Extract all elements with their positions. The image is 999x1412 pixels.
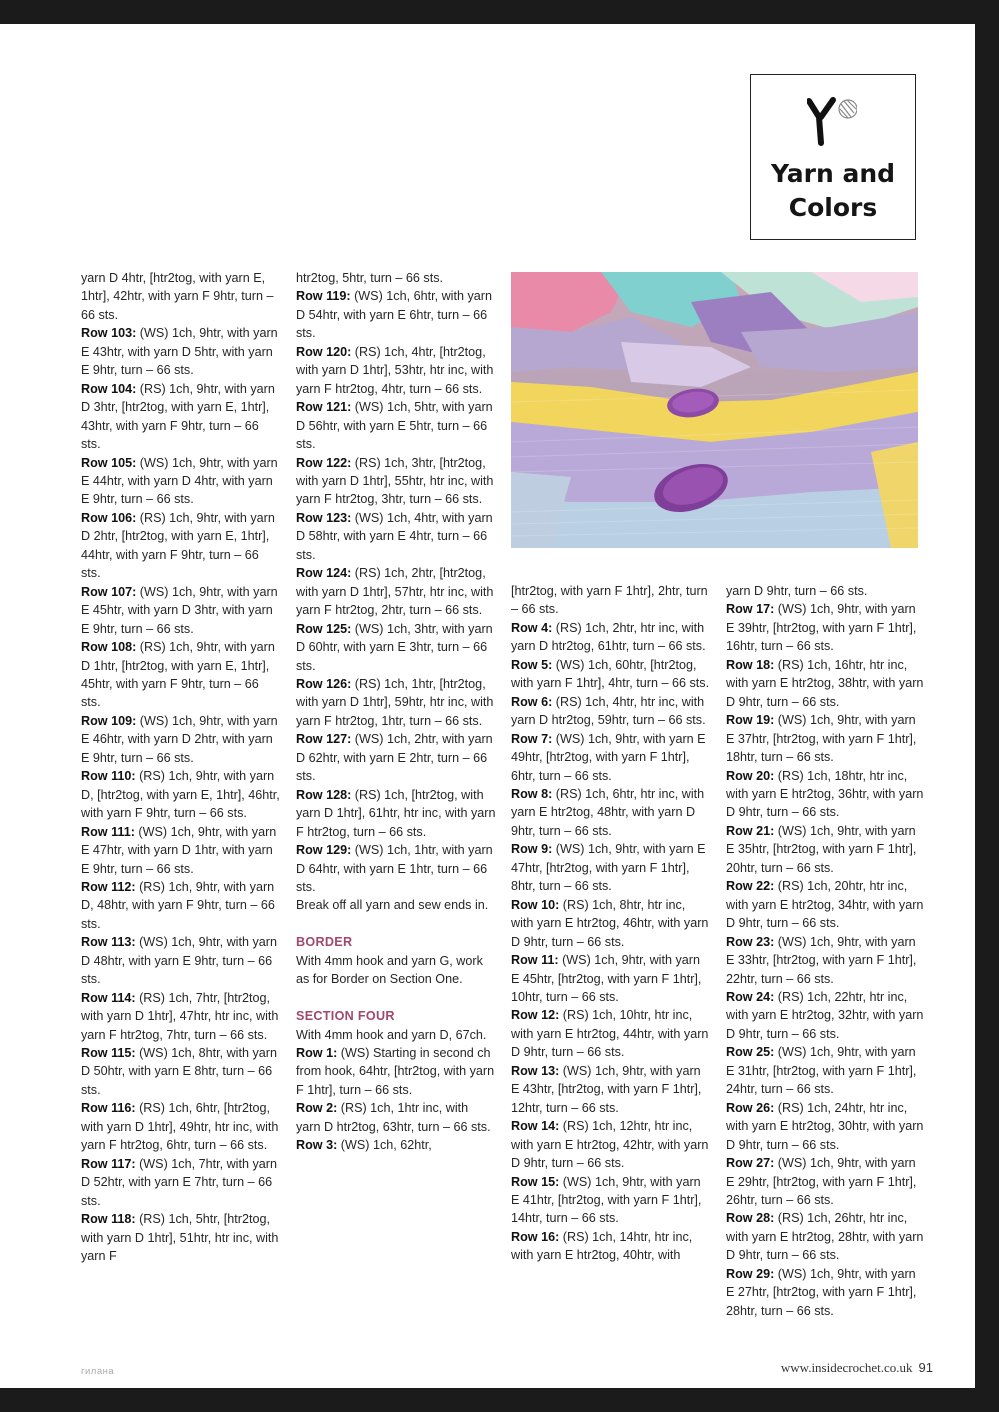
row-instructions: (RS) 1ch, 9htr, with yarn D 2htr, [htr2tog, with yarn E, 1htr], 44htr, with yarn F 9htr, turn – 66 sts. bbox=[81, 510, 275, 581]
row-label: Row 116: bbox=[81, 1101, 136, 1116]
row-instructions: (WS) 1ch, 5htr, with yarn D 56htr, with yarn E 5htr, turn – 66 sts. bbox=[296, 400, 493, 452]
pattern-row bbox=[296, 454, 496, 509]
row-label: Row 9: bbox=[511, 842, 553, 857]
pattern-row bbox=[81, 638, 281, 712]
row-label: Row 107: bbox=[81, 584, 137, 599]
pattern-row bbox=[81, 509, 281, 583]
row-instructions: (WS) 1ch, 2htr, with yarn D 62htr, with yarn E 2htr, turn – 66 sts. bbox=[296, 732, 493, 784]
row-label: Row 129: bbox=[296, 843, 352, 858]
pattern-row bbox=[81, 933, 281, 988]
row-instructions: (RS) 1ch, 6htr, [htr2tog, with yarn D 1htr], 49htr, htr inc, with yarn F htr2tog, 6htr, turn – 66 sts. bbox=[81, 1101, 279, 1153]
pattern-row bbox=[511, 693, 711, 730]
row-instructions: Break off all yarn and sew ends in. bbox=[296, 898, 489, 913]
pattern-row bbox=[511, 785, 711, 840]
row-instructions: (WS) 1ch, 9htr, with yarn E 31htr, [htr2tog, with yarn F 1htr], 24htr, turn – 66 sts. bbox=[726, 1045, 917, 1097]
row-label: Row 125: bbox=[296, 621, 352, 636]
row-label: Row 110: bbox=[81, 769, 136, 784]
row-instructions: (RS) 1ch, 9htr, with yarn D, 48htr, with yarn F 9htr, turn – 66 sts. bbox=[81, 879, 275, 931]
crochet-blanket-photo bbox=[511, 272, 918, 548]
row-label: Row 121: bbox=[296, 400, 352, 415]
row-label: Row 114: bbox=[81, 990, 136, 1005]
row-instructions: (WS) 1ch, 9htr, with yarn E 45htr, with yarn D 3htr, with yarn E 9htr, turn – 66 sts. bbox=[81, 584, 278, 636]
row-instructions: (RS) 1ch, [htr2tog, with yarn D 1htr], 61htr, htr inc, with yarn F htr2tog, turn – 66 sts. bbox=[296, 787, 496, 839]
row-label: Row 12: bbox=[511, 1008, 560, 1023]
pattern-row bbox=[726, 822, 926, 877]
pattern-row bbox=[296, 675, 496, 730]
row-label: Row 105: bbox=[81, 455, 137, 470]
row-instructions: (RS) 1ch, 2htr, htr inc, with yarn D htr2tog, 61htr, turn – 66 sts. bbox=[511, 620, 706, 654]
row-label: Row 8: bbox=[511, 786, 553, 801]
row-instructions: (WS) 1ch, 9htr, with yarn E 47htr, with yarn D 1htr, with yarn E 9htr, turn – 66 sts. bbox=[81, 824, 277, 876]
pattern-row bbox=[296, 1044, 496, 1099]
row-label: Row 25: bbox=[726, 1045, 775, 1060]
row-instructions: htr2tog, 5htr, turn – 66 sts. bbox=[296, 271, 444, 285]
row-instructions: (WS) 1ch, 9htr, with yarn E 43htr, with yarn D 5htr, with yarn E 9htr, turn – 66 sts. bbox=[81, 326, 278, 378]
pattern-row bbox=[726, 656, 926, 711]
pattern-row bbox=[726, 1043, 926, 1098]
row-label: Row 120: bbox=[296, 344, 352, 359]
row-instructions: (WS) 1ch, 9htr, with yarn E 41htr, [htr2tog, with yarn F 1htr], 14htr, turn – 66 sts. bbox=[511, 1174, 702, 1226]
row-label: Row 124: bbox=[296, 566, 352, 581]
yarn-ball-icon bbox=[807, 95, 857, 147]
row-instructions: (WS) 1ch, 62htr, bbox=[337, 1138, 432, 1153]
badge-title-line1: Yarn and bbox=[770, 159, 896, 188]
row-instructions: (WS) 1ch, 9htr, with yarn E 44htr, with yarn D 4htr, with yarn E 9htr, turn – 66 sts. bbox=[81, 455, 278, 507]
pattern-row bbox=[296, 1136, 496, 1154]
row-instructions: (RS) 1ch, 4htr, htr inc, with yarn D htr2tog, 59htr, turn – 66 sts. bbox=[511, 694, 706, 728]
row-instructions: (WS) 1ch, 9htr, with yarn E 29htr, [htr2tog, with yarn F 1htr], 26htr, turn – 66 sts. bbox=[726, 1156, 917, 1207]
row-instructions: (WS) 1ch, 9htr, with yarn E 35htr, [htr2tog, with yarn F 1htr], 20htr, turn – 66 sts. bbox=[726, 823, 917, 875]
row-instructions: (RS) 1ch, 6htr, htr inc, with yarn E htr2tog, 48htr, with yarn D 9htr, turn – 66 sts. bbox=[511, 786, 705, 838]
pattern-row bbox=[296, 287, 496, 342]
row-label: Row 111: bbox=[81, 824, 135, 839]
magazine-page bbox=[0, 24, 975, 1388]
row-label: Row 28: bbox=[726, 1211, 775, 1226]
row-instructions: (WS) 1ch, 9htr, with yarn E 45htr, [htr2tog, with yarn F 1htr], 10htr, turn – 66 sts. bbox=[511, 953, 702, 1004]
pattern-row bbox=[511, 1062, 711, 1117]
row-label: Row 16: bbox=[511, 1229, 560, 1244]
row-instructions: yarn D 4htr, [htr2tog, with yarn E, 1htr], 42htr, with yarn F 9htr, turn – 66 sts. bbox=[81, 271, 274, 322]
pattern-row bbox=[511, 730, 711, 785]
pattern-row bbox=[296, 1099, 496, 1136]
pattern-row bbox=[296, 841, 496, 896]
pattern-row bbox=[296, 398, 496, 453]
row-label: Row 1: bbox=[296, 1046, 338, 1060]
page-number: 91 bbox=[918, 1360, 933, 1375]
row-instructions: (RS) 1ch, 4htr, [htr2tog, with yarn D 1htr], 53htr, htr inc, with yarn F htr2tog, 4htr, turn – 66 sts. bbox=[296, 344, 494, 396]
row-label: Row 4: bbox=[511, 620, 553, 635]
row-label: Row 117: bbox=[81, 1156, 136, 1171]
pattern-text bbox=[296, 269, 496, 287]
pattern-row bbox=[726, 1265, 926, 1320]
photo-illustration bbox=[511, 272, 918, 548]
pattern-text bbox=[726, 582, 926, 600]
pattern-row bbox=[296, 786, 496, 841]
row-label: Row 128: bbox=[296, 787, 352, 802]
pattern-row bbox=[81, 1044, 281, 1099]
pattern-row bbox=[81, 989, 281, 1044]
row-instructions: (RS) 1ch, 2htr, [htr2tog, with yarn D 1htr], 57htr, htr inc, with yarn F htr2tog, 2htr, turn – 66 sts. bbox=[296, 566, 494, 618]
row-label: Row 26: bbox=[726, 1100, 775, 1115]
row-label: Row 127: bbox=[296, 732, 352, 747]
pattern-row bbox=[511, 1228, 711, 1265]
pattern-row bbox=[511, 1006, 711, 1061]
pattern-row bbox=[81, 380, 281, 454]
row-instructions: (RS) 1ch, 20htr, htr inc, with yarn E htr2tog, 34htr, with yarn D 9htr, turn – 66 sts. bbox=[726, 879, 924, 931]
row-instructions: (RS) 1ch, 9htr, with yarn D, [htr2tog, with yarn E, 1htr], 46htr, with yarn F 9htr, turn – 66 sts. bbox=[81, 769, 280, 821]
row-label: Row 17: bbox=[726, 602, 775, 617]
section-heading: BORDER bbox=[296, 935, 353, 950]
row-label: Row 11: bbox=[511, 953, 559, 968]
row-instructions: yarn D 9htr, turn – 66 sts. bbox=[726, 584, 868, 598]
row-label: Row 29: bbox=[726, 1266, 775, 1281]
row-instructions: (WS) 1ch, 9htr, with yarn E 27htr, [htr2tog, with yarn F 1htr], 28htr, turn – 66 sts. bbox=[726, 1266, 917, 1318]
row-label: Row 15: bbox=[511, 1174, 560, 1189]
pattern-row bbox=[511, 896, 711, 951]
pattern-row bbox=[726, 877, 926, 932]
row-label: Row 10: bbox=[511, 897, 560, 912]
row-instructions: (RS) 1ch, 10htr, htr inc, with yarn E htr2tog, 44htr, with yarn D 9htr, turn – 66 sts. bbox=[511, 1008, 709, 1060]
row-instructions: (WS) 1ch, 9htr, with yarn E 43htr, [htr2tog, with yarn F 1htr], 12htr, turn – 66 sts. bbox=[511, 1063, 702, 1115]
row-label: Row 21: bbox=[726, 823, 775, 838]
pattern-row bbox=[296, 509, 496, 564]
text-column-4 bbox=[726, 582, 926, 1320]
row-instructions: With 4mm hook and yarn D, 67ch. bbox=[296, 1027, 487, 1042]
row-label: Row 3: bbox=[296, 1138, 338, 1153]
row-instructions: (RS) 1ch, 9htr, with yarn D 1htr, [htr2tog, with yarn E, 1htr], 45htr, with yarn F 9htr, turn – 66 sts. bbox=[81, 640, 275, 710]
row-instructions: (WS) 1ch, 9htr, with yarn E 37htr, [htr2tog, with yarn F 1htr], 18htr, turn – 66 sts. bbox=[726, 713, 917, 765]
section-badge bbox=[750, 74, 916, 240]
row-label: Row 13: bbox=[511, 1063, 560, 1078]
pattern-row bbox=[511, 1173, 711, 1228]
pattern-row bbox=[81, 1099, 281, 1154]
pattern-text bbox=[296, 896, 496, 914]
row-instructions: (WS) 1ch, 6htr, with yarn D 54htr, with yarn E 6htr, turn – 66 sts. bbox=[296, 289, 492, 341]
pattern-row bbox=[726, 933, 926, 988]
row-instructions: (RS) 1ch, 12htr, htr inc, with yarn E htr2tog, 42htr, with yarn D 9htr, turn – 66 sts. bbox=[511, 1119, 709, 1171]
pattern-text bbox=[296, 952, 496, 989]
row-label: Row 2: bbox=[296, 1101, 338, 1116]
row-label: Row 103: bbox=[81, 326, 137, 341]
row-instructions: (RS) 1ch, 1htr inc, with yarn D htr2tog, 63htr, turn – 66 sts. bbox=[296, 1101, 491, 1134]
badge-title-line2: Colors bbox=[788, 193, 878, 222]
pattern-row bbox=[511, 1117, 711, 1172]
pattern-row bbox=[81, 823, 281, 878]
row-instructions: [htr2tog, with yarn F 1htr], 2htr, turn – 66 sts. bbox=[511, 584, 708, 617]
text-column-1 bbox=[81, 269, 281, 1265]
pattern-row bbox=[81, 1155, 281, 1210]
row-label: Row 14: bbox=[511, 1119, 560, 1134]
pattern-row bbox=[726, 1154, 926, 1209]
row-label: Row 23: bbox=[726, 934, 775, 949]
pattern-row bbox=[81, 324, 281, 379]
row-label: Row 24: bbox=[726, 989, 775, 1004]
row-label: Row 7: bbox=[511, 731, 553, 746]
badge-title bbox=[751, 157, 915, 225]
row-label: Row 109: bbox=[81, 713, 137, 728]
row-label: Row 108: bbox=[81, 640, 137, 655]
pattern-row bbox=[726, 1099, 926, 1154]
pattern-row bbox=[511, 951, 711, 1006]
footer-website[interactable]: www.insidecrochet.co.uk bbox=[780, 1360, 913, 1375]
row-label: Row 113: bbox=[81, 935, 136, 950]
row-instructions: (WS) 1ch, 9htr, with yarn E 46htr, with yarn D 2htr, with yarn E 9htr, turn – 66 sts. bbox=[81, 713, 278, 765]
pattern-row bbox=[81, 454, 281, 509]
row-instructions: (RS) 1ch, 1htr, [htr2tog, with yarn D 1htr], 59htr, htr inc, with yarn F htr2tog, 1htr, turn – 66 sts. bbox=[296, 676, 494, 728]
pattern-row bbox=[81, 712, 281, 767]
row-instructions: (RS) 1ch, 7htr, [htr2tog, with yarn D 1htr], 47htr, htr inc, with yarn F htr2tog, 7htr, turn – 66 sts. bbox=[81, 990, 279, 1042]
footer-credit: гилана bbox=[81, 1366, 115, 1377]
row-instructions: (WS) 1ch, 1htr, with yarn D 64htr, with yarn E 1htr, turn – 66 sts. bbox=[296, 843, 493, 894]
pattern-text bbox=[296, 1026, 496, 1044]
row-instructions: (RS) 1ch, 5htr, [htr2tog, with yarn D 1htr], 51htr, htr inc, with yarn F bbox=[81, 1212, 279, 1264]
row-label: Row 123: bbox=[296, 510, 352, 525]
pattern-row bbox=[726, 1209, 926, 1264]
row-instructions: (RS) 1ch, 22htr, htr inc, with yarn E htr2tog, 32htr, with yarn D 9htr, turn – 66 sts. bbox=[726, 989, 924, 1041]
pattern-row bbox=[296, 730, 496, 785]
row-instructions: (WS) 1ch, 9htr, with yarn D 48htr, with yarn E 9htr, turn – 66 sts. bbox=[81, 935, 277, 987]
row-instructions: With 4mm hook and yarn G, work as for Border on Section One. bbox=[296, 953, 483, 987]
row-label: Row 115: bbox=[81, 1046, 136, 1061]
row-instructions: (RS) 1ch, 24htr, htr inc, with yarn E htr2tog, 30htr, with yarn D 9htr, turn – 66 sts. bbox=[726, 1100, 924, 1152]
row-instructions: (WS) 1ch, 9htr, with yarn E 49htr, [htr2tog, with yarn F 1htr], 6htr, turn – 66 sts. bbox=[511, 731, 706, 783]
pattern-row bbox=[726, 600, 926, 655]
row-label: Row 112: bbox=[81, 879, 136, 894]
footer-url bbox=[781, 1360, 933, 1376]
row-instructions: (WS) Starting in second ch from hook, 64htr, [htr2tog, with yarn F 1htr], turn – 66 sts. bbox=[296, 1046, 495, 1097]
row-label: Row 122: bbox=[296, 455, 352, 470]
pattern-row bbox=[511, 619, 711, 656]
row-instructions: (RS) 1ch, 14htr, htr inc, with yarn E htr2tog, 40htr, with bbox=[511, 1229, 693, 1263]
row-label: Row 106: bbox=[81, 510, 137, 525]
row-instructions: (RS) 1ch, 3htr, [htr2tog, with yarn D 1htr], 55htr, htr inc, with yarn F htr2tog, 3htr, turn – 66 sts. bbox=[296, 455, 494, 507]
row-instructions: (WS) 1ch, 9htr, with yarn E 47htr, [htr2tog, with yarn F 1htr], 8htr, turn – 66 sts. bbox=[511, 842, 706, 894]
row-label: Row 104: bbox=[81, 381, 137, 396]
row-label: Row 119: bbox=[296, 289, 351, 304]
text-column-3 bbox=[511, 582, 711, 1265]
row-instructions: (RS) 1ch, 26htr, htr inc, with yarn E htr2tog, 28htr, with yarn D 9htr, turn – 66 sts. bbox=[726, 1211, 924, 1263]
row-instructions: (WS) 1ch, 7htr, with yarn D 52htr, with yarn E 7htr, turn – 66 sts. bbox=[81, 1156, 277, 1208]
row-instructions: (WS) 1ch, 8htr, with yarn D 50htr, with yarn E 8htr, turn – 66 sts. bbox=[81, 1046, 277, 1097]
pattern-row bbox=[81, 767, 281, 822]
row-instructions: (RS) 1ch, 8htr, htr inc, with yarn E htr2tog, 46htr, with yarn D 9htr, turn – 66 sts. bbox=[511, 897, 709, 949]
pattern-row bbox=[726, 767, 926, 822]
pattern-text bbox=[511, 582, 711, 619]
row-label: Row 20: bbox=[726, 768, 775, 783]
row-label: Row 18: bbox=[726, 657, 775, 672]
row-label: Row 5: bbox=[511, 657, 553, 672]
row-instructions: (RS) 1ch, 9htr, with yarn D 3htr, [htr2tog, with yarn E, 1htr], 43htr, with yarn F 9htr, turn – 66 sts. bbox=[81, 381, 275, 452]
row-label: Row 118: bbox=[81, 1212, 136, 1227]
row-instructions: (RS) 1ch, 18htr, htr inc, with yarn E htr2tog, 36htr, with yarn D 9htr, turn – 66 sts. bbox=[726, 768, 924, 820]
row-instructions: (WS) 1ch, 60htr, [htr2tog, with yarn F 1htr], 4htr, turn – 66 sts. bbox=[511, 657, 710, 691]
row-label: Row 126: bbox=[296, 676, 352, 691]
pattern-row bbox=[296, 564, 496, 619]
row-label: Row 27: bbox=[726, 1156, 775, 1171]
pattern-row bbox=[81, 583, 281, 638]
row-label: Row 6: bbox=[511, 694, 553, 709]
row-instructions: (RS) 1ch, 16htr, htr inc, with yarn E htr2tog, 38htr, with yarn D 9htr, turn – 66 sts. bbox=[726, 657, 924, 709]
pattern-row bbox=[726, 711, 926, 766]
pattern-row bbox=[296, 620, 496, 675]
pattern-row bbox=[296, 343, 496, 398]
row-label: Row 19: bbox=[726, 713, 775, 728]
row-instructions: (WS) 1ch, 3htr, with yarn D 60htr, with yarn E 3htr, turn – 66 sts. bbox=[296, 621, 493, 673]
pattern-row bbox=[511, 656, 711, 693]
pattern-row bbox=[726, 988, 926, 1043]
row-instructions: (WS) 1ch, 4htr, with yarn D 58htr, with yarn E 4htr, turn – 66 sts. bbox=[296, 510, 493, 562]
section-heading: SECTION FOUR bbox=[296, 1009, 395, 1024]
pattern-text bbox=[81, 269, 281, 324]
row-label: Row 22: bbox=[726, 879, 775, 894]
pattern-row bbox=[511, 840, 711, 895]
text-column-2 bbox=[296, 269, 496, 1155]
row-instructions: (WS) 1ch, 9htr, with yarn E 39htr, [htr2tog, with yarn F 1htr], 16htr, turn – 66 sts. bbox=[726, 602, 917, 654]
pattern-row bbox=[81, 878, 281, 933]
row-instructions: (WS) 1ch, 9htr, with yarn E 33htr, [htr2tog, with yarn F 1htr], 22htr, turn – 66 sts. bbox=[726, 934, 917, 986]
pattern-row bbox=[81, 1210, 281, 1265]
